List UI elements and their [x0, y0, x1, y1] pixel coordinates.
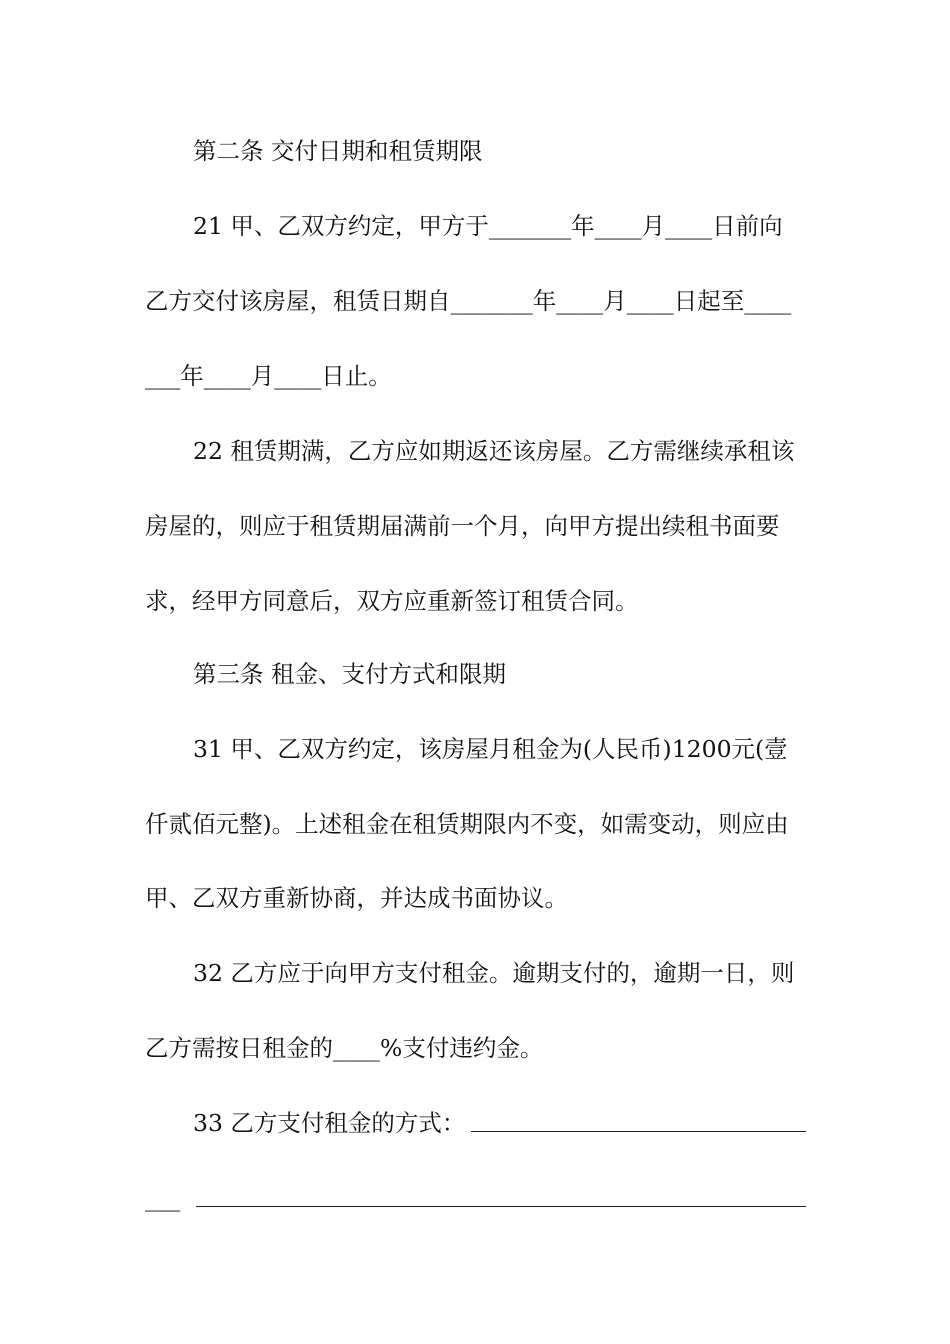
article-2-heading: 第二条 交付日期和租赁期限 — [193, 137, 483, 165]
clause-2-2-line-3: 求，经甲方同意后，双方应重新签订租赁合同。 — [145, 587, 639, 615]
clause-3-1-line-2: 仟贰佰元整)。上述租金在租赁期限内不变，如需变动，则应由 — [145, 810, 789, 838]
clause-3-1-line-3: 甲、乙双方重新协商，并达成书面协议。 — [145, 884, 568, 912]
clause-2-2-line-1: 22 租赁期满，乙方应如期返还该房屋。乙方需继续承租该 — [193, 437, 795, 465]
clause-2-2-line-2: 房屋的，则应于租赁期届满前一个月，向甲方提出续租书面要 — [145, 512, 780, 540]
payment-method-blank-line — [471, 1131, 806, 1132]
clause-2-1-line-2: 乙方交付该房屋，租赁日期自_______年____月____日起至____ — [145, 287, 792, 315]
article-3-heading: 第三条 租金、支付方式和限期 — [193, 660, 506, 688]
clause-3-2-line-1: 32 乙方应于向甲方支付租金。逾期支付的，逾期一日，则 — [193, 959, 795, 987]
clause-2-1-line-1: 21 甲、乙双方约定，甲方于_______年____月____日前向 — [193, 212, 783, 240]
clause-2-1-line-3: ___年____月____日止。 — [145, 362, 392, 390]
clause-3-1-line-1: 31 甲、乙双方约定，该房屋月租金为(人民币)1200元(壹 — [193, 735, 788, 763]
clause-3-3-line-2: ___ — [145, 1184, 181, 1212]
payment-method-blank-line-2 — [196, 1206, 806, 1207]
clause-3-2-line-2: 乙方需按日租金的____%支付违约金。 — [145, 1034, 544, 1062]
clause-3-3-line-1: 33 乙方支付租金的方式： — [193, 1109, 466, 1137]
